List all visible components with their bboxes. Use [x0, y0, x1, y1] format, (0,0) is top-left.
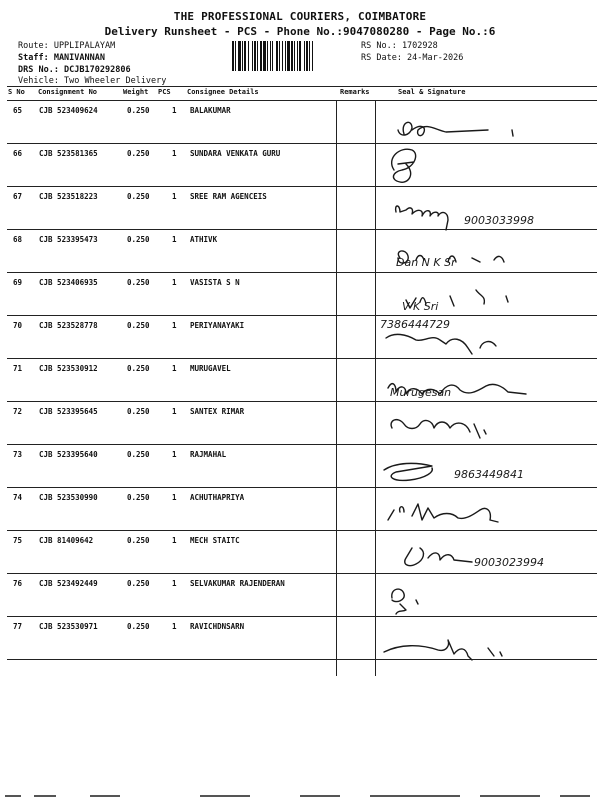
signature-77: [384, 640, 502, 660]
drs-label: DRS No.: DCJB170292806: [18, 65, 131, 75]
barcode-bar: [306, 41, 308, 71]
row-divider: [7, 186, 597, 187]
cell-consignee: RAVICHDNSARN: [190, 622, 245, 631]
row-divider: [7, 444, 597, 445]
header-bottom-border: [7, 100, 597, 101]
cell-consignment-no: CJB 523581365: [39, 149, 98, 158]
cell-consignment-no: CJB 523528778: [39, 321, 98, 330]
cell-consignee: RAJMAHAL: [190, 450, 227, 459]
cell-sno: 65: [13, 106, 23, 115]
cell-weight: 0.250: [127, 493, 150, 502]
cell-sno: 69: [13, 278, 23, 287]
barcode-bar: [244, 41, 246, 71]
document-subtitle: Delivery Runsheet - PCS - Phone No.:9047080280 - Page No.:6: [104, 25, 496, 38]
col-header-signature: Seal & Signature: [398, 88, 466, 96]
cell-pcs: 1: [172, 622, 177, 631]
cell-pcs: 1: [172, 579, 177, 588]
cell-consignee: MURUGAVEL: [190, 364, 231, 373]
barcode-bar: [287, 41, 290, 71]
col-header-consignee: Consignee Details: [187, 88, 259, 96]
row-divider: [7, 487, 597, 488]
handwritten-text-68: Dan N K Sr: [396, 256, 456, 269]
barcode-bar: [242, 41, 243, 71]
cell-pcs: 1: [172, 192, 177, 201]
cell-consignment-no: CJB 523530912: [39, 364, 98, 373]
signature-76: [392, 589, 418, 614]
cell-sno: 71: [13, 364, 23, 373]
cell-consignee: PERIYANAYAKI: [190, 321, 245, 330]
barcode-bar: [252, 41, 253, 71]
handwritten-phone-75: 9003023994: [474, 556, 544, 569]
cell-sno: 73: [13, 450, 23, 459]
barcode-bar: [235, 41, 236, 71]
row-divider: [7, 358, 597, 359]
cell-sno: 76: [13, 579, 23, 588]
cell-consignee: SUNDARA VENKATA GURU: [190, 149, 281, 158]
signature-75: [405, 548, 472, 566]
cell-pcs: 1: [172, 106, 177, 115]
cell-consignment-no: CJB 523395645: [39, 407, 98, 416]
row-divider: [7, 315, 597, 316]
cell-weight: 0.250: [127, 192, 150, 201]
barcode-bar: [232, 41, 234, 71]
barcode-bar: [299, 41, 301, 71]
signature-69: [406, 290, 508, 308]
barcode-bar: [282, 41, 283, 71]
signature-67: [396, 206, 448, 230]
barcode-bar: [238, 41, 241, 71]
barcode-bar: [279, 41, 280, 71]
cell-weight: 0.250: [127, 106, 150, 115]
handwritten-text-69: V K Sri: [402, 300, 439, 313]
row-divider: [7, 530, 597, 531]
barcode-bar: [276, 41, 278, 71]
cell-pcs: 1: [172, 321, 177, 330]
col-header-remarks: Remarks: [340, 88, 370, 96]
barcode-bar: [272, 41, 273, 71]
cell-sno: 72: [13, 407, 23, 416]
cell-pcs: 1: [172, 149, 177, 158]
barcode-bar: [254, 41, 256, 71]
barcode-bar: [291, 41, 293, 71]
handwritten-phone-67: 9003033998: [464, 214, 534, 227]
cell-pcs: 1: [172, 278, 177, 287]
row-divider: [7, 401, 597, 402]
cell-weight: 0.250: [127, 622, 150, 631]
signature-71: [388, 384, 526, 394]
signature-70: [386, 334, 496, 354]
signature-68: [398, 251, 504, 263]
cell-consignment-no: CJB 523409624: [39, 106, 98, 115]
cell-consignment-no: CJB 523406935: [39, 278, 98, 287]
signature-72: [391, 420, 486, 438]
barcode-bar: [248, 41, 249, 71]
cell-consignee: ATHIVK: [190, 235, 218, 244]
col-header-pcs: PCS: [158, 88, 171, 96]
cell-consignment-no: CJB 523530990: [39, 493, 98, 502]
barcode-bar: [309, 41, 310, 71]
rs-date: RS Date: 24-Mar-2026: [361, 53, 464, 63]
cell-weight: 0.250: [127, 450, 150, 459]
handwritten-phone-70: 7386444729: [380, 318, 450, 331]
barcode-bar: [257, 41, 258, 71]
cell-sno: 74: [13, 493, 23, 502]
cell-consignee: SELVAKUMAR RAJENDERAN: [190, 579, 285, 588]
cell-weight: 0.250: [127, 536, 150, 545]
row-divider: [7, 616, 597, 617]
cell-sno: 70: [13, 321, 23, 330]
signature-65: [398, 122, 513, 136]
cell-consignment-no: CJB 81409642: [39, 536, 94, 545]
cell-consignee: ACHUTHAPRIYA: [190, 493, 245, 502]
cell-weight: 0.250: [127, 579, 150, 588]
cell-weight: 0.250: [127, 407, 150, 416]
cell-consignment-no: CJB 523518223: [39, 192, 98, 201]
cell-weight: 0.250: [127, 321, 150, 330]
cell-sno: 77: [13, 622, 23, 631]
cell-sno: 66: [13, 149, 23, 158]
handwritten-phone-73: 9863449841: [454, 468, 524, 481]
cell-sno: 68: [13, 235, 23, 244]
rs-number: RS No.: 1702928: [361, 41, 438, 51]
barcode-bar: [312, 41, 313, 71]
col-header-weight: Weight: [123, 88, 149, 96]
barcode-bar: [297, 41, 298, 71]
col-header-sno: S No: [8, 88, 25, 96]
cell-pcs: 1: [172, 235, 177, 244]
barcode-bar: [270, 41, 271, 71]
staff-label: Staff: MANIVANNAN: [18, 53, 105, 63]
row-divider: [7, 143, 597, 144]
cell-consignment-no: CJB 523395640: [39, 450, 98, 459]
barcode-bar: [294, 41, 295, 71]
scan-edge-marks: [0, 795, 600, 797]
cell-sno: 67: [13, 192, 23, 201]
cell-weight: 0.250: [127, 278, 150, 287]
cell-pcs: 1: [172, 364, 177, 373]
cell-pcs: 1: [172, 407, 177, 416]
signature-66: [392, 149, 416, 182]
barcode-graphic: [232, 41, 359, 71]
cell-consignee: SREE RAM AGENCEIS: [190, 192, 267, 201]
col-header-consignment: Consignment No: [38, 88, 98, 96]
signature-74: [388, 504, 498, 522]
row-divider: [7, 272, 597, 273]
vehicle-label: Vehicle: Two Wheeler Delivery: [18, 76, 167, 86]
cell-consignment-no: CJB 523395473: [39, 235, 98, 244]
cell-weight: 0.250: [127, 149, 150, 158]
row-divider: [7, 573, 597, 574]
barcode-bar: [263, 41, 266, 71]
barcode-bar: [304, 41, 305, 71]
cell-consignee: SANTEX RIMAR: [190, 407, 245, 416]
cell-consignment-no: CJB 523492449: [39, 579, 98, 588]
barcode-bar: [285, 41, 286, 71]
document-title: THE PROFESSIONAL COURIERS, COIMBATORE: [173, 10, 427, 23]
signature-73: [384, 463, 432, 480]
cell-consignment-no: CJB 523530971: [39, 622, 98, 631]
cell-consignee: BALAKUMAR: [190, 106, 231, 115]
cell-pcs: 1: [172, 493, 177, 502]
handwritten-text-71: Murugesan: [390, 386, 452, 399]
cell-consignee: VASISTA S N: [190, 278, 240, 287]
row-divider: [7, 659, 597, 660]
barcode-bar: [260, 41, 262, 71]
table-top-border: [7, 86, 597, 87]
cell-weight: 0.250: [127, 235, 150, 244]
barcode-bar: [267, 41, 268, 71]
route-label: Route: UPPLIPALAYAM: [18, 41, 116, 51]
row-divider: [7, 229, 597, 230]
cell-weight: 0.250: [127, 364, 150, 373]
cell-sno: 75: [13, 536, 23, 545]
cell-consignee: MECH STAITC: [190, 536, 240, 545]
cell-pcs: 1: [172, 450, 177, 459]
cell-pcs: 1: [172, 536, 177, 545]
